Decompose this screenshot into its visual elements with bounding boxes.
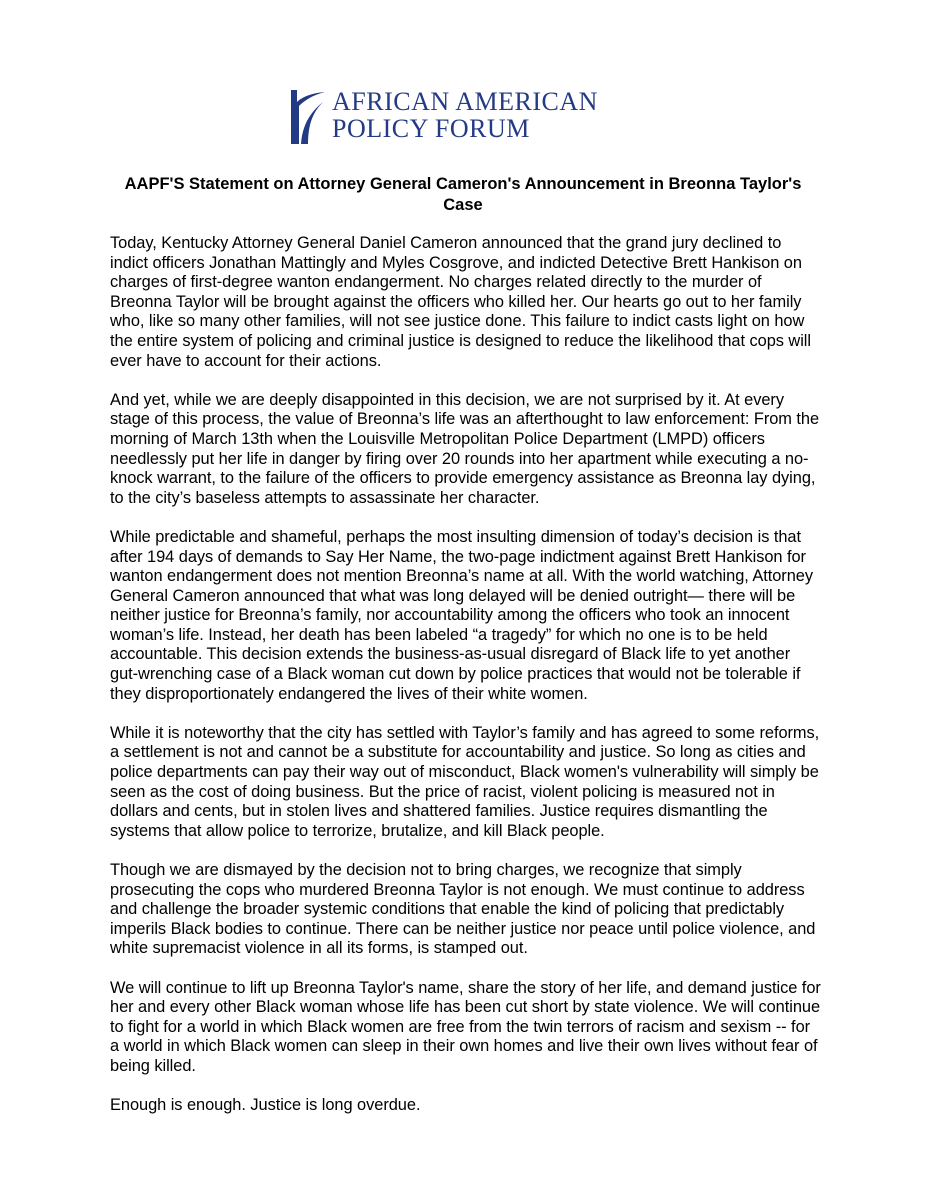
logo-wordmark [332, 88, 640, 142]
paragraph-5: Though we are dismayed by the decision not to bring charges, we recognize that simply prosecuting the cops who murdered Breonna Taylor is not enough. We must continue to address and challenge the broader systemic conditions that enable the kind of policing that predictably imperils Black bodies to continue. There can be neither justice nor peace until police violence, and white supremacist violence in all its forms, is stamped out. [110, 861, 816, 958]
document-body [110, 234, 822, 1135]
paragraph-1: Today, Kentucky Attorney General Daniel Cameron announced that the grand jury declined to indict officers Jonathan Mattingly and Myles Cosgrove, and indicted Detective Brett Hankison on charges of first-degree wanton endangerment. No charges related directly to the murder of Breonna Taylor will be brought against the officers who killed her. Our hearts go out to her family who, like so many other families, will not see justice done. This failure to indict casts light on how the entire system of policing and criminal justice is designed to reduce the likelihood that cops will ever have to account for their actions. [110, 234, 811, 370]
paragraph-3: While predictable and shameful, perhaps the most insulting dimension of today’s decision is that after 194 days of demands to Say Her Name, the two-page indictment against Brett Hankison for wanton endangerment does not mention Breonna’s name at all. With the world watching, Attorney General Cameron announced that what was long delayed will be denied outright— there will be neither justice for Breonna’s family, nor accountability among the officers who took an innocent woman’s life. Instead, her death has been labeled “a tragedy” for which no one is to be held accountable. This decision extends the business-as-usual disregard of Black life to yet another gut-wrenching case of a Black woman cut down by police practices that would not be tolerable if they disproportionately endangered the lives of their white women. [110, 527, 813, 703]
logo-line-1: AFRICAN AMERICAN [332, 87, 598, 116]
quill-logo-icon [288, 88, 328, 146]
logo-line-2: POLICY FORUM [332, 114, 530, 143]
paragraph-2: And yet, while we are deeply disappointed in this decision, we are not surprised by it. At every stage of this process, the value of Breonna’s life was an afterthought to law enforcement: From the morning of March 13th when the Louisville Metropolitan Police Department (LMPD) officers needlessly put her life in danger by firing over 20 rounds into her apartment while executing a no-knock warrant, to the failure of the officers to provide emergency assistance as Breonna lay dying, to the city’s baseless attempts to assassinate her character. [110, 390, 820, 507]
closing-line: Enough is enough. Justice is long overdue. [110, 1096, 421, 1115]
paragraph-4: While it is noteworthy that the city has settled with Taylor’s family and has agreed to some reforms, a settlement is not and cannot be a substitute for accountability and justice. So long as cities and police departments can pay their way out of misconduct, Black women's vulnerability will simply be seen as the cost of doing business. But the price of racist, violent policing is measured not in dollars and cents, but in stolen lives and shattered families. Justice requires dismantling the systems that allow police to terrorize, brutalize, and kill Black people. [110, 723, 820, 840]
paragraph-6: We will continue to lift up Breonna Taylor's name, share the story of her life, and demand justice for her and every other Black woman whose life has been cut short by state violence. We will continue to fight for a world in which Black women are free from the twin terrors of racism and sexism -- for a world in which Black women can sleep in their own homes and live their own lives without fear of being killed. [110, 978, 821, 1075]
document-title: AAPF'S Statement on Attorney General Cameron's Announcement in Breonna Taylor's Case [124, 175, 802, 214]
aapf-logo [288, 88, 640, 146]
